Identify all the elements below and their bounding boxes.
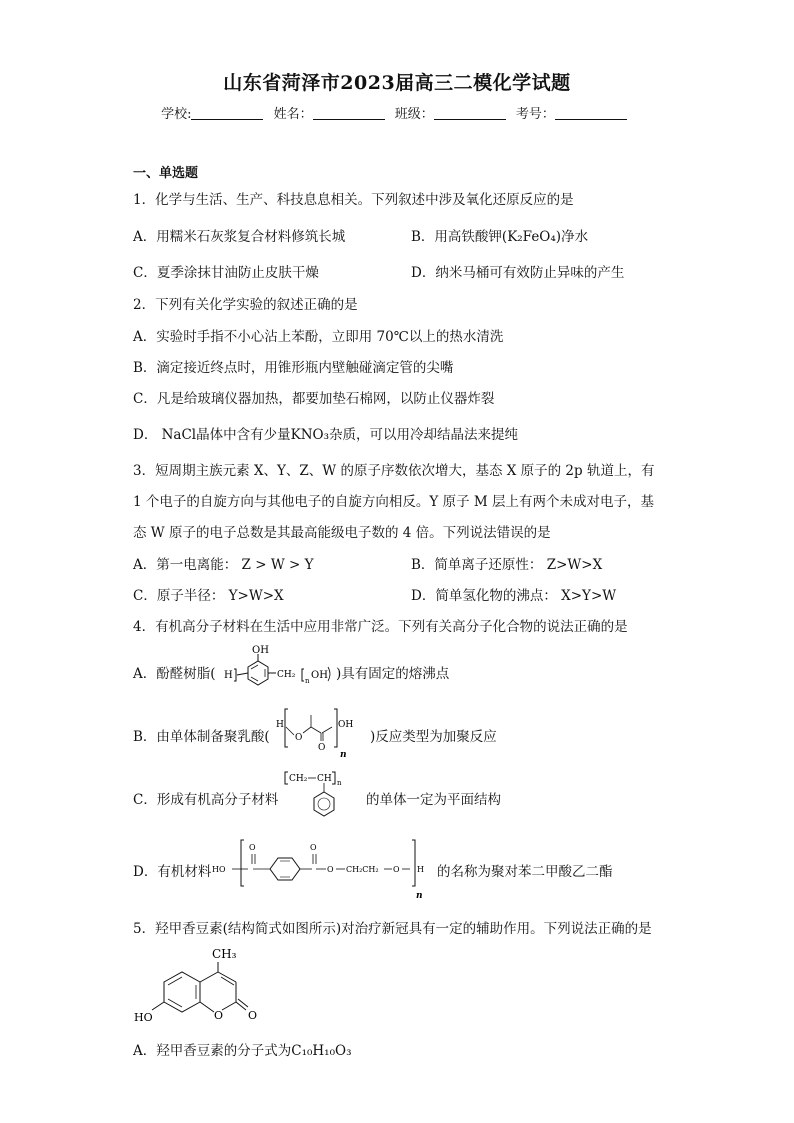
q4-option-c-suffix: 的单体一定为平面结构 [366,792,501,808]
ps-ch2-label: CH₂ [289,774,308,784]
q2-d-formula: KNO₃ [290,427,330,443]
pla-h-label: H [276,720,284,730]
examno-blank[interactable] [555,107,627,120]
phenolic-resin-structure [218,645,338,693]
q5-option-a [133,1041,351,1061]
q4-option-b-prefix: B．由单体制备聚乳酸( [133,729,270,745]
school-label: 学校: [161,107,192,122]
pet-carbonyl-o-left: O [249,843,256,852]
q3-option-a: A．第一电离能： Z > W > Y [133,557,314,573]
q4-option-a-suffix: )具有固定的熔沸点 [336,666,450,682]
pet-ho-label: HO [212,865,226,874]
class-blank[interactable] [434,107,506,120]
q4-option-b-suffix: )反应类型为加聚反应 [370,729,497,745]
pet-ch2ch2-label: CH₂CH₂ [346,865,379,874]
q3-option-d: D．简单氢化物的沸点： X>Y>W [411,588,617,604]
pet-n-label: n [416,891,423,901]
q4-option-d-suffix: 的名称为聚对苯二甲酸乙二酯 [437,864,613,880]
resin-ch2-label: CH₂ [277,670,296,680]
resin-h-label: H [224,670,233,681]
pla-n-label: n [340,750,347,760]
q3-stem-line3: 态 W 原子的电子总数是其最高能级电子数的 4 倍。下列说法错误的是 [133,525,551,541]
pet-ester-o: O [327,865,334,874]
pla-o-label: O [295,733,303,743]
pet-h-label: H [417,865,424,874]
pla-oh-label: OH [338,720,354,730]
pet-structure [212,836,440,904]
class-label: 班级： [394,107,434,122]
polylactic-acid-structure [276,705,376,765]
q5-stem: 5．羟甲香豆素(结构简式如图所示)对治疗新冠具有一定的辅助作用。下列说法正确的是 [133,921,652,937]
coumarin-carbonyl-o: O [248,1009,258,1022]
name-blank[interactable] [313,107,385,120]
q5-a-formula: C₁₀H₁₀O₃ [291,1043,352,1059]
q3-stem-line1: 3．短周期主族元素 X、Y、Z、W 的原子序数依次增大，基态 X 原子的 2p 轨道上，有 [133,463,655,479]
coumarin-ch3-label: CH₃ [212,947,237,961]
q3-option-c: C．原子半径： Y>W>X [133,588,284,604]
pet-ether-o: O [393,865,400,874]
resin-oh-top: OH [252,645,269,656]
name-label: 姓名： [273,107,313,122]
q4-option-a-prefix: A．酚醛树脂( [133,666,216,682]
pet-carbonyl-o-right: O [310,843,317,852]
q1-b-text-end: )净水 [555,229,589,245]
hymecromone-structure [130,942,270,1032]
q1-stem: 1．化学与生活、生产、科技息息相关。下列叙述中涉及氧化还原反应的是 [133,192,574,208]
q1-option-a: A．用糯米石灰浆复合材料修筑长城 [133,229,346,245]
resin-n-label: n [305,677,310,685]
q1-option-d: D．纳米马桶可有效防止异味的产生 [411,265,625,281]
q3-option-b: B．简单离子还原性： Z>W>X [411,557,603,573]
q1-b-formula: K₂FeO₄ [507,229,556,245]
q4-option-c-prefix: C．形成有机高分子材料 [133,792,279,808]
school-blank[interactable] [191,107,263,120]
examno-label: 考号： [515,107,555,122]
ps-ch-label: CH [317,774,332,784]
pla-carbonyl-o: O [318,743,326,753]
q4-option-d-prefix: D．有机材料 [133,864,212,880]
coumarin-ring-o: O [214,1009,224,1022]
q2-option-a: A．实验时手指不小心沾上苯酚，立即用 70℃以上的热水清洗 [133,329,504,345]
q1-option-b [411,227,588,247]
student-info-line [0,103,794,122]
q3-stem-line2: 1 个电子的自旋方向与其他电子的自旋方向相反。Y 原子 M 层上有两个未成对电子，基 [133,494,654,510]
q2-d-text-end: 杂质，可以用冷却结晶法来提纯 [329,427,519,443]
q1-option-c: C．夏季涂抹甘油防止皮肤干燥 [133,265,319,281]
q2-option-b: B．滴定接近终点时，用锥形瓶内壁触碰滴定管的尖嘴 [133,360,454,376]
resin-oh-end: OH [311,670,328,681]
q1-b-text: B．用高铁酸钾( [411,229,508,245]
q2-option-c: C．凡是给玻璃仪器加热，都要加垫石棉网，以防止仪器炸裂 [133,391,495,407]
q2-d-text: D． NaCl晶体中含有少量 [133,427,291,443]
q5-a-text: A．羟甲香豆素的分子式为 [133,1043,292,1059]
polystyrene-structure [282,770,362,830]
page-title: 山东省菏泽市2023届高三二模化学试题 [223,72,571,94]
q2-stem: 2．下列有关化学实验的叙述正确的是 [133,297,358,313]
section-heading: 一、单选题 [133,166,199,181]
q2-option-d [133,425,518,445]
coumarin-ho-label: HO [134,1011,153,1024]
ps-n-label: n [337,779,342,787]
q4-stem: 4．有机高分子材料在生活中应用非常广泛。下列有关高分子化合物的说法正确的是 [133,619,628,635]
